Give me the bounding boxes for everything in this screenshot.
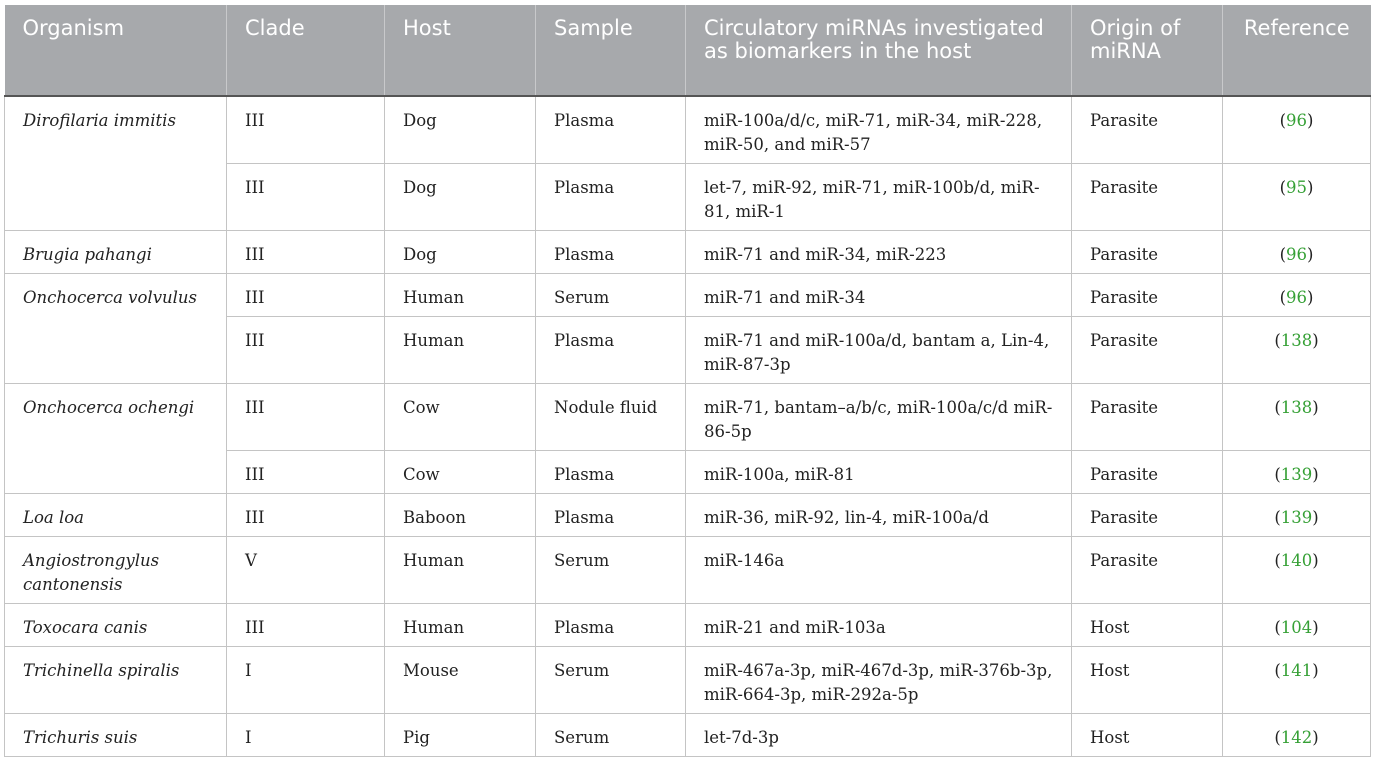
table-row — [5, 274, 1371, 317]
table-row — [5, 494, 1371, 537]
cell-mirnas: miR-467a-3p, miR-467d-3p, miR-376b-3p, miR-664-3p, miR-292a-5p — [686, 647, 1072, 714]
cell-sample: Plasma — [536, 451, 686, 494]
cell-origin: Host — [1072, 604, 1223, 647]
mirna-biomarker-table — [4, 5, 1371, 757]
cell-reference: (95) — [1223, 164, 1371, 231]
cell-clade: V — [227, 537, 385, 604]
table-row — [5, 714, 1371, 757]
cell-organism: Trichinella spiralis — [5, 647, 227, 714]
cell-sample: Serum — [536, 714, 686, 757]
header-reference: Reference — [1223, 5, 1371, 96]
cell-reference: (138) — [1223, 317, 1371, 384]
cell-clade: I — [227, 647, 385, 714]
cell-mirnas: let-7d-3p — [686, 714, 1072, 757]
cell-origin: Host — [1072, 647, 1223, 714]
cell-organism: Onchocerca volvulus — [5, 274, 227, 317]
cell-organism: Loa loa — [5, 494, 227, 537]
cell-sample: Plasma — [536, 494, 686, 537]
cell-clade: I — [227, 714, 385, 757]
cell-mirnas: miR-21 and miR-103a — [686, 604, 1072, 647]
cell-reference: (141) — [1223, 647, 1371, 714]
cell-organism — [5, 317, 227, 384]
cell-organism: Dirofilaria immitis — [5, 96, 227, 164]
cell-mirnas: let-7, miR-92, miR-71, miR-100b/d, miR-81, miR-1 — [686, 164, 1072, 231]
cell-reference: (96) — [1223, 274, 1371, 317]
header-clade: Clade — [227, 5, 385, 96]
cell-sample: Plasma — [536, 164, 686, 231]
reference-link[interactable]: 140 — [1280, 551, 1313, 570]
cell-reference: (138) — [1223, 384, 1371, 451]
table-row — [5, 231, 1371, 274]
reference-link[interactable]: 104 — [1280, 618, 1313, 637]
table-row — [5, 96, 1371, 164]
cell-reference: (142) — [1223, 714, 1371, 757]
header-origin: Origin of miRNA — [1072, 5, 1223, 96]
reference-link[interactable]: 139 — [1280, 508, 1313, 527]
cell-host: Human — [385, 537, 536, 604]
cell-host: Human — [385, 317, 536, 384]
cell-clade: III — [227, 274, 385, 317]
table-row — [5, 604, 1371, 647]
cell-origin: Parasite — [1072, 317, 1223, 384]
header-mirnas: Circulatory miRNAs investigated as biomarkers in the host — [686, 5, 1072, 96]
cell-origin: Parasite — [1072, 164, 1223, 231]
reference-link[interactable]: 96 — [1286, 245, 1307, 264]
reference-link[interactable]: 138 — [1280, 331, 1313, 350]
cell-origin: Host — [1072, 714, 1223, 757]
cell-host: Cow — [385, 451, 536, 494]
cell-origin: Parasite — [1072, 231, 1223, 274]
cell-clade: III — [227, 164, 385, 231]
cell-clade: III — [227, 231, 385, 274]
cell-sample: Serum — [536, 537, 686, 604]
cell-mirnas: miR-71 and miR-100a/d, bantam a, Lin-4, miR-87-3p — [686, 317, 1072, 384]
cell-sample: Plasma — [536, 604, 686, 647]
reference-link[interactable]: 142 — [1280, 728, 1313, 747]
reference-link[interactable]: 96 — [1286, 288, 1307, 307]
cell-organism — [5, 451, 227, 494]
table-row — [5, 164, 1371, 231]
cell-origin: Parasite — [1072, 274, 1223, 317]
reference-link[interactable]: 141 — [1280, 661, 1313, 680]
cell-host: Dog — [385, 96, 536, 164]
cell-sample: Plasma — [536, 231, 686, 274]
cell-organism: Angiostrongylus cantonensis — [5, 537, 227, 604]
table-row — [5, 384, 1371, 451]
cell-origin: Parasite — [1072, 451, 1223, 494]
cell-clade: III — [227, 317, 385, 384]
reference-link[interactable]: 96 — [1286, 111, 1307, 130]
cell-sample: Plasma — [536, 96, 686, 164]
cell-reference: (139) — [1223, 494, 1371, 537]
reference-link[interactable]: 139 — [1280, 465, 1313, 484]
cell-origin: Parasite — [1072, 537, 1223, 604]
header-organism: Organism — [5, 5, 227, 96]
cell-clade: III — [227, 494, 385, 537]
cell-clade: III — [227, 604, 385, 647]
cell-sample: Nodule fluid — [536, 384, 686, 451]
header-sample: Sample — [536, 5, 686, 96]
cell-organism — [5, 164, 227, 231]
cell-organism: Toxocara canis — [5, 604, 227, 647]
cell-mirnas: miR-146a — [686, 537, 1072, 604]
header-host: Host — [385, 5, 536, 96]
cell-organism: Brugia pahangi — [5, 231, 227, 274]
cell-sample: Serum — [536, 274, 686, 317]
table-row — [5, 537, 1371, 604]
cell-clade: III — [227, 451, 385, 494]
cell-mirnas: miR-71, bantam–a/b/c, miR-100a/c/d miR-86-5p — [686, 384, 1072, 451]
cell-organism: Onchocerca ochengi — [5, 384, 227, 451]
cell-mirnas: miR-71 and miR-34 — [686, 274, 1072, 317]
cell-reference: (140) — [1223, 537, 1371, 604]
cell-origin: Parasite — [1072, 96, 1223, 164]
cell-origin: Parasite — [1072, 384, 1223, 451]
cell-host: Human — [385, 604, 536, 647]
cell-sample: Plasma — [536, 317, 686, 384]
cell-host: Pig — [385, 714, 536, 757]
table-row — [5, 317, 1371, 384]
cell-host: Mouse — [385, 647, 536, 714]
cell-mirnas: miR-36, miR-92, lin-4, miR-100a/d — [686, 494, 1072, 537]
cell-mirnas: miR-100a/d/c, miR-71, miR-34, miR-228, miR-50, and miR-57 — [686, 96, 1072, 164]
cell-reference: (96) — [1223, 96, 1371, 164]
cell-mirnas: miR-100a, miR-81 — [686, 451, 1072, 494]
cell-mirnas: miR-71 and miR-34, miR-223 — [686, 231, 1072, 274]
cell-reference: (139) — [1223, 451, 1371, 494]
cell-clade: III — [227, 384, 385, 451]
cell-sample: Serum — [536, 647, 686, 714]
cell-host: Baboon — [385, 494, 536, 537]
cell-host: Dog — [385, 164, 536, 231]
cell-host: Dog — [385, 231, 536, 274]
cell-clade: III — [227, 96, 385, 164]
cell-origin: Parasite — [1072, 494, 1223, 537]
reference-link[interactable]: 95 — [1286, 178, 1307, 197]
cell-host: Cow — [385, 384, 536, 451]
cell-reference: (96) — [1223, 231, 1371, 274]
table-header-row — [5, 5, 1371, 96]
cell-host: Human — [385, 274, 536, 317]
table-row — [5, 647, 1371, 714]
table-row — [5, 451, 1371, 494]
cell-reference: (104) — [1223, 604, 1371, 647]
cell-organism: Trichuris suis — [5, 714, 227, 757]
reference-link[interactable]: 138 — [1280, 398, 1313, 417]
